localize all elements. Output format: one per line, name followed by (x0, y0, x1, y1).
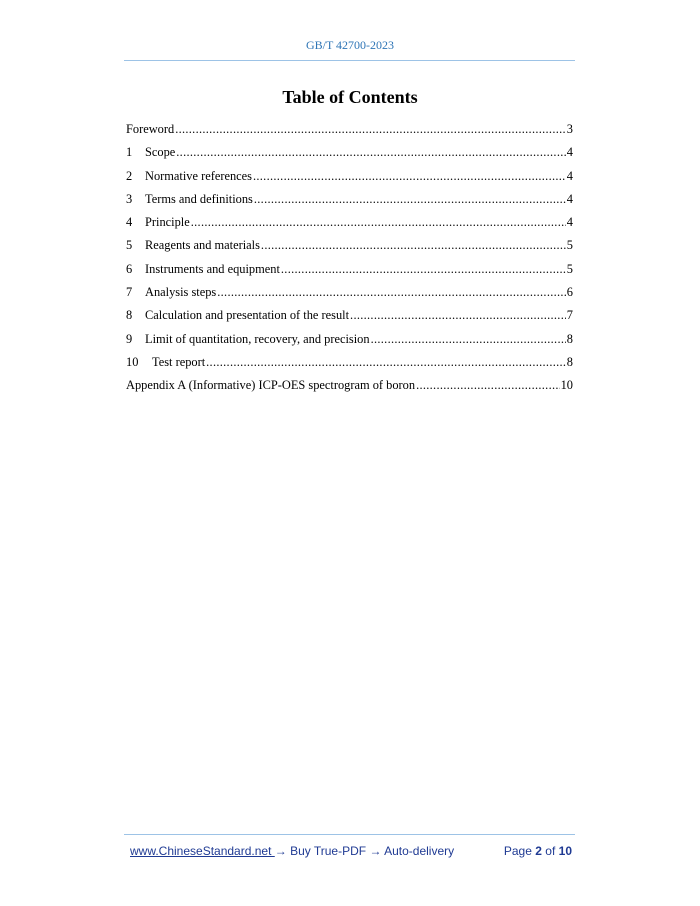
toc-entry-principle[interactable] (126, 213, 573, 236)
toc-entry-normative-references[interactable] (126, 167, 573, 190)
toc-entry-title: Scope (145, 145, 176, 160)
toc-entry-limit-of-quantitation[interactable] (126, 330, 573, 353)
toc-entry-appendix-a[interactable] (126, 376, 573, 399)
toc-entry-foreword[interactable] (126, 120, 573, 143)
page-of-label: of (545, 844, 556, 858)
toc-entry-page: 4 (566, 191, 573, 206)
toc-entry-number: 9 (126, 331, 133, 346)
toc-entry-page: 7 (566, 308, 573, 323)
toc-entry-calculation[interactable] (126, 306, 573, 329)
page-footer (130, 844, 572, 858)
toc-entry-page: 8 (566, 354, 573, 369)
toc-entry-number: 7 (126, 285, 133, 300)
toc-entry-number: 1 (126, 145, 133, 160)
toc-entry-instruments-and-equipment[interactable] (126, 260, 573, 283)
toc-leader-dots (175, 120, 566, 138)
toc-leader-dots (350, 306, 566, 324)
footer-promo (130, 844, 454, 858)
toc-leader-dots (253, 167, 566, 185)
toc-entry-number: 10 (126, 354, 139, 369)
toc-entry-analysis-steps[interactable] (126, 283, 573, 306)
toc-entry-page: 4 (566, 168, 573, 183)
document-code: GB/T 42700-2023 (305, 38, 395, 52)
toc-leader-dots (206, 353, 566, 371)
toc-entry-terms-and-definitions[interactable] (126, 190, 573, 213)
total-pages-number: 10 (558, 844, 572, 858)
toc-entry-title: Test report (152, 354, 206, 369)
toc-entry-number: 5 (126, 238, 133, 253)
toc-leader-dots (217, 283, 566, 301)
toc-entry-page: 5 (566, 238, 573, 253)
toc-entry-title: Appendix A (Informative) ICP-OES spectrogram of boron (126, 378, 416, 393)
toc-leader-dots (176, 143, 566, 161)
toc-entry-page: 4 (566, 145, 573, 160)
toc-entry-title: Limit of quantitation, recovery, and precision (145, 331, 370, 346)
toc-entry-test-report[interactable] (126, 353, 573, 376)
toc-leader-dots (191, 213, 566, 231)
toc-leader-dots (416, 376, 560, 394)
toc-entry-page: 10 (560, 378, 573, 393)
toc-title: Table of Contents (282, 87, 418, 107)
footer-divider (124, 834, 575, 835)
toc-entry-page: 4 (566, 215, 573, 230)
page-label: Page (503, 844, 532, 858)
website-link[interactable]: www.ChineseStandard.net (130, 844, 275, 858)
header-divider (124, 60, 575, 61)
toc-leader-dots (281, 260, 566, 278)
toc-leader-dots (261, 236, 566, 254)
toc-entry-number: 2 (126, 168, 133, 183)
toc-entry-page: 3 (566, 122, 573, 136)
page-indicator (504, 844, 572, 858)
toc-entry-reagents-and-materials[interactable] (126, 236, 573, 259)
toc-leader-dots (371, 330, 566, 348)
toc-entry-title: Calculation and presentation of the result (145, 308, 350, 323)
toc-entry-title: Terms and definitions (145, 191, 253, 206)
toc-entry-title: Analysis steps (145, 285, 217, 300)
toc-entry-scope[interactable] (126, 143, 573, 166)
footer-tagline: → Buy True-PDF → Auto-delivery (274, 844, 455, 858)
toc-entry-page: 8 (566, 331, 573, 346)
current-page-number: 2 (535, 844, 542, 858)
toc-entry-page: 5 (566, 261, 573, 276)
toc-entry-title: Principle (145, 215, 190, 230)
toc-entry-title: Foreword (126, 122, 175, 136)
toc-entry-title: Reagents and materials (145, 238, 260, 253)
toc-entry-number: 4 (126, 215, 133, 230)
toc-entry-title: Normative references (145, 168, 252, 183)
toc-leader-dots (254, 190, 566, 208)
toc-entry-number: 6 (126, 261, 133, 276)
toc-entry-title: Instruments and equipment (145, 261, 280, 276)
toc-entry-page: 6 (566, 285, 573, 300)
toc-entry-number: 8 (126, 308, 133, 323)
toc-list (126, 120, 573, 400)
toc-entry-number: 3 (126, 191, 133, 206)
